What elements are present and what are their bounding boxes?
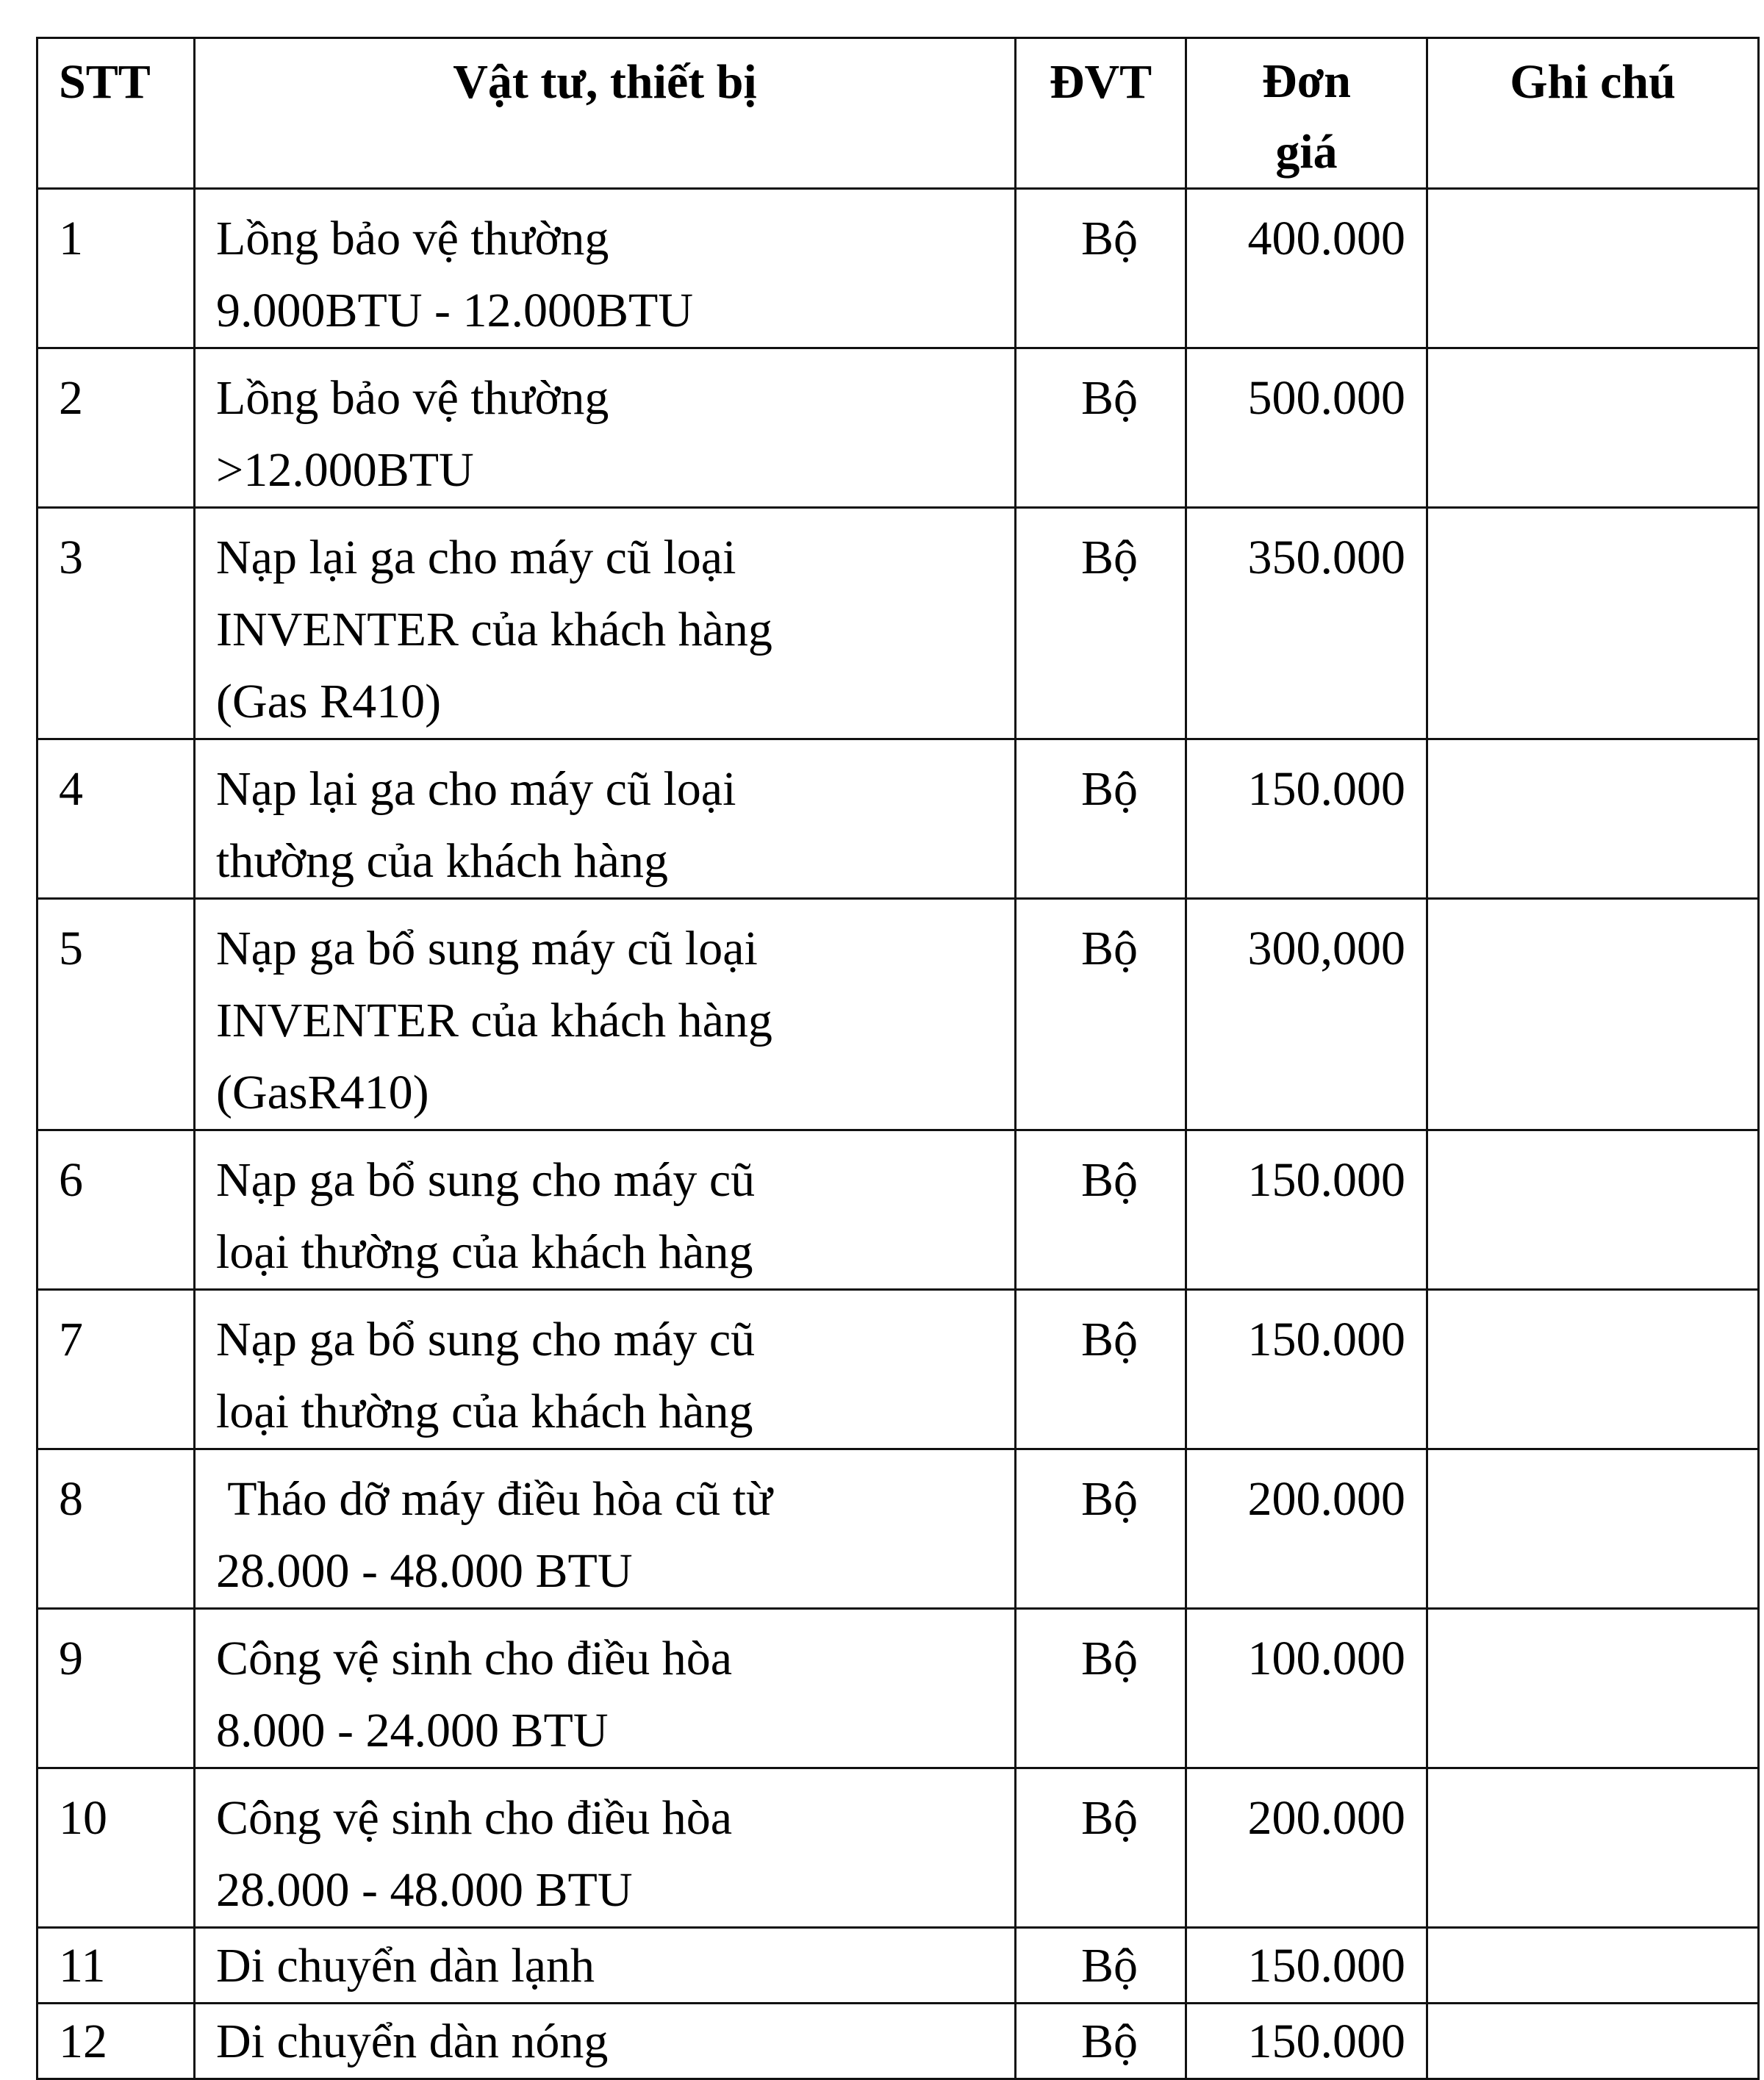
cell-price: 350.000 — [1186, 508, 1427, 739]
cell-stt: 10 — [37, 1768, 195, 1928]
cell-unit: Bộ — [1016, 1768, 1186, 1928]
price-table — [36, 37, 1760, 2080]
table-row — [37, 189, 1759, 348]
item-line: loại thường của khách hàng — [216, 1385, 753, 1438]
cell-note — [1427, 1290, 1759, 1449]
item-line: Công vệ sinh cho điều hòa — [216, 1632, 733, 1685]
cell-note — [1427, 1449, 1759, 1609]
item-line: thường của khách hàng — [216, 834, 668, 888]
cell-price: 200.000 — [1186, 1449, 1427, 1609]
cell-unit: Bộ — [1016, 2004, 1186, 2079]
cell-item — [195, 508, 1016, 739]
item-line: INVENTER của khách hàng — [216, 994, 772, 1047]
table-header-row — [37, 38, 1759, 189]
cell-stt: 4 — [37, 739, 195, 899]
cell-item — [195, 899, 1016, 1130]
cell-unit: Bộ — [1016, 508, 1186, 739]
cell-stt: 3 — [37, 508, 195, 739]
table-row — [37, 2004, 1759, 2079]
cell-note — [1427, 2004, 1759, 2079]
cell-note — [1427, 348, 1759, 508]
cell-stt: 11 — [37, 1928, 195, 2004]
item-line: Nạp lại ga cho máy cũ loại — [216, 531, 736, 584]
cell-item — [195, 189, 1016, 348]
cell-note — [1427, 899, 1759, 1130]
cell-price: 300,000 — [1186, 899, 1427, 1130]
item-line: INVENTER của khách hàng — [216, 603, 772, 656]
header-stt: STT — [37, 38, 195, 189]
header-note: Ghi chú — [1427, 38, 1759, 189]
table-row — [37, 1449, 1759, 1609]
cell-price: 400.000 — [1186, 189, 1427, 348]
cell-item — [195, 739, 1016, 899]
cell-stt: 9 — [37, 1609, 195, 1768]
table-row — [37, 1130, 1759, 1290]
table-row — [37, 508, 1759, 739]
cell-item — [195, 1768, 1016, 1928]
cell-note — [1427, 1130, 1759, 1290]
item-line: >12.000BTU — [216, 443, 474, 497]
cell-unit: Bộ — [1016, 1928, 1186, 2004]
cell-unit: Bộ — [1016, 348, 1186, 508]
cell-price: 150.000 — [1186, 2004, 1427, 2079]
cell-note — [1427, 1928, 1759, 2004]
cell-item — [195, 1449, 1016, 1609]
cell-price: 150.000 — [1186, 1130, 1427, 1290]
table-row — [37, 899, 1759, 1130]
cell-item — [195, 2004, 1016, 2079]
item-line: Lồng bảo vệ thường — [216, 212, 609, 265]
table-row — [37, 1290, 1759, 1449]
cell-stt: 6 — [37, 1130, 195, 1290]
item-line: 28.000 - 48.000 BTU — [216, 1863, 633, 1917]
cell-unit: Bộ — [1016, 899, 1186, 1130]
cell-unit: Bộ — [1016, 1609, 1186, 1768]
table-row — [37, 348, 1759, 508]
cell-unit: Bộ — [1016, 1130, 1186, 1290]
header-item: Vật tư, thiết bị — [195, 38, 1016, 189]
cell-note — [1427, 1768, 1759, 1928]
cell-price: 100.000 — [1186, 1609, 1427, 1768]
item-line: Công vệ sinh cho điều hòa — [216, 1791, 733, 1845]
table-row — [37, 739, 1759, 899]
cell-unit: Bộ — [1016, 1449, 1186, 1609]
cell-unit: Bộ — [1016, 739, 1186, 899]
header-price-line2: giá — [1275, 125, 1338, 179]
item-line: Nạp lại ga cho máy cũ loại — [216, 762, 736, 816]
item-line: (GasR410) — [216, 1066, 429, 1119]
cell-item — [195, 1928, 1016, 2004]
item-line: Nạp ga bổ sung cho máy cũ — [216, 1313, 756, 1366]
cell-stt: 5 — [37, 899, 195, 1130]
cell-price: 150.000 — [1186, 1290, 1427, 1449]
header-price — [1186, 38, 1427, 189]
cell-price: 200.000 — [1186, 1768, 1427, 1928]
table-row — [37, 1928, 1759, 2004]
cell-price: 150.000 — [1186, 1928, 1427, 2004]
item-line: 28.000 - 48.000 BTU — [216, 1544, 633, 1598]
item-line: 9.000BTU - 12.000BTU — [216, 284, 693, 337]
item-line: Nạp ga bổ sung máy cũ loại — [216, 922, 758, 975]
item-line: (Gas R410) — [216, 675, 442, 728]
cell-note — [1427, 1609, 1759, 1768]
item-line: Nạp ga bổ sung cho máy cũ — [216, 1153, 756, 1207]
cell-stt: 1 — [37, 189, 195, 348]
cell-note — [1427, 508, 1759, 739]
cell-stt: 12 — [37, 2004, 195, 2079]
cell-price: 150.000 — [1186, 739, 1427, 899]
table-row — [37, 1609, 1759, 1768]
cell-stt: 2 — [37, 348, 195, 508]
cell-note — [1427, 739, 1759, 899]
item-line: Di chuyển dàn nóng — [216, 2015, 609, 2068]
cell-note — [1427, 189, 1759, 348]
item-line: Tháo dỡ máy điều hòa cũ từ — [216, 1472, 772, 1526]
cell-stt: 7 — [37, 1290, 195, 1449]
item-line: Lồng bảo vệ thường — [216, 371, 609, 425]
cell-item — [195, 348, 1016, 508]
cell-unit: Bộ — [1016, 189, 1186, 348]
item-line: Di chuyển dàn lạnh — [216, 1939, 595, 1993]
cell-item — [195, 1130, 1016, 1290]
header-price-line1: Đơn — [1262, 54, 1351, 108]
table-row — [37, 1768, 1759, 1928]
cell-item — [195, 1609, 1016, 1768]
cell-unit: Bộ — [1016, 1290, 1186, 1449]
cell-price: 500.000 — [1186, 348, 1427, 508]
item-line: 8.000 - 24.000 BTU — [216, 1704, 609, 1757]
cell-stt: 8 — [37, 1449, 195, 1609]
cell-item — [195, 1290, 1016, 1449]
header-unit: ĐVT — [1016, 38, 1186, 189]
item-line: loại thường của khách hàng — [216, 1225, 753, 1279]
